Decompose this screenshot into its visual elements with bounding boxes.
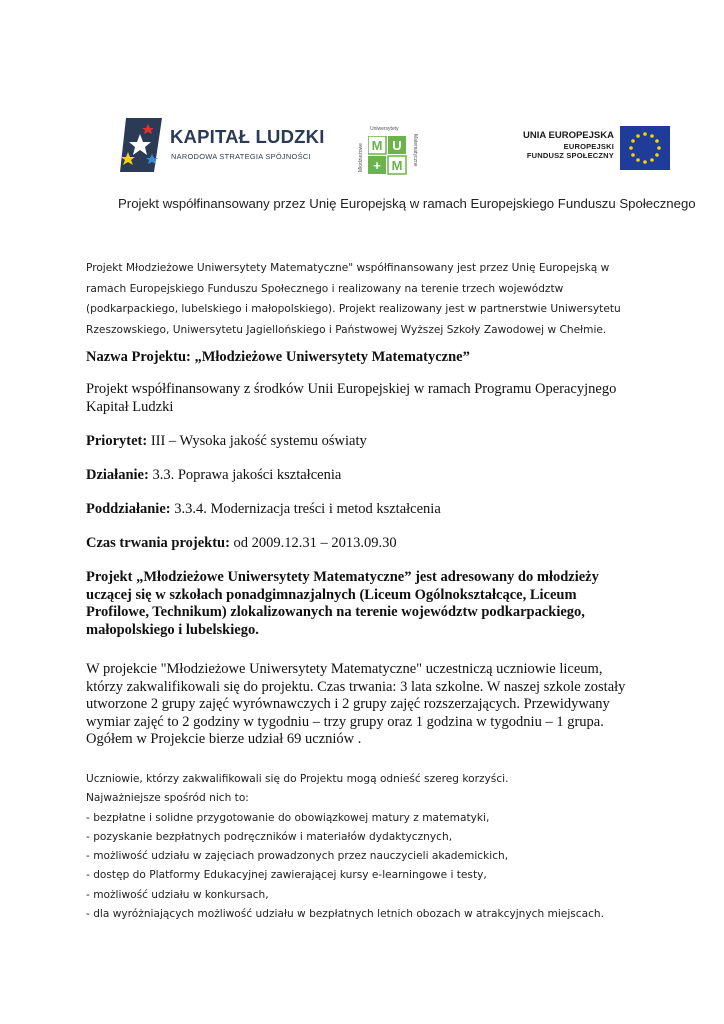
eu-line-union: UNIA EUROPEJSKA: [523, 130, 614, 141]
mum-letters-icon: [368, 136, 408, 176]
benefit-item: - możliwość udziału w zajęciach prowadzonych przez nauczycieli akademickich,: [86, 850, 509, 863]
mum-logo: [356, 122, 422, 182]
program-line-2: Kapitał Ludzki: [86, 399, 174, 415]
eu-logo: [510, 126, 670, 176]
target-paragraph: [86, 569, 599, 639]
benefits-heading: Najważniejsze spośród nich to:: [86, 792, 249, 805]
school-paragraph: [86, 661, 625, 749]
svg-text:M: M: [371, 138, 383, 153]
action-label: Działanie:: [86, 467, 149, 483]
eu-text: [523, 130, 614, 161]
intro-line: Rzeszowskiego, Uniwersytetu Jagiellońskiego i Państwowej Wyższej Szkoły Zawodowej w Chełmie.: [86, 323, 607, 336]
target-line: uczącej się w szkołach ponadgimnazjalnych (Liceum Ogólnokształcące, Liceum: [86, 586, 577, 603]
kapital-ludzki-title: KAPITAŁ LUDZKI: [170, 126, 325, 147]
eu-line-social-fund: FUNDUSZ SPOŁECZNY: [526, 151, 614, 161]
subaction-label: Poddziałanie:: [86, 501, 171, 517]
school-line: wymiar zajęć to 2 godziny w tygodniu – trzy grupy oraz 1 godzina w tygodniu – 1 grupa.: [86, 713, 604, 730]
priority-line: [86, 433, 367, 450]
mum-logo-side-text: Młodzieżowe: [358, 143, 364, 172]
eu-flag-icon: [620, 126, 670, 170]
logo-bar: [0, 112, 724, 182]
school-line: utworzone 2 grupy zajęć wyrównawczych i 2 grupy zajęć rozszerzających. Przewidywany: [86, 696, 610, 712]
subaction-value: 3.3.4. Modernizacja treści i metod kształcenia: [170, 501, 441, 517]
action-line: [86, 467, 341, 484]
benefits-list: [86, 770, 604, 924]
target-line: Projekt „Młodzieżowe Uniwersytety Matematyczne” jest adresowany do młodzieży: [86, 569, 599, 585]
target-line: małopolskiego i lubelskiego.: [86, 621, 259, 638]
program-line-1: Projekt współfinansowany z środków Unii Europejskiej w ramach Programu Operacyjnego: [86, 381, 617, 397]
intro-paragraph: [86, 258, 646, 340]
benefits-intro: Uczniowie, którzy zakwalifikowali się do Projektu mogą odnieść szereg korzyści.: [86, 773, 509, 785]
duration-value: od 2009.12.31 – 2013.09.30: [229, 535, 397, 551]
kapital-ludzki-subtitle: NARODOWA STRATEGIA SPÓJNOŚCI: [171, 152, 311, 161]
kapital-ludzki-emblem-icon: [118, 114, 168, 176]
school-line: Ogółem w Projekcie bierze udział 69 uczniów .: [86, 731, 362, 747]
school-line: którzy zakwalifikowali się do projektu. Czas trwania: 3 lata szkolne. W naszej szkole zostały: [86, 678, 626, 695]
kapital-ludzki-logo: [118, 114, 325, 176]
svg-text:+: +: [373, 158, 381, 173]
cofinancing-line: Projekt współfinansowany przez Unię Europejską w ramach Europejskiego Funduszu Społecznego: [118, 196, 696, 211]
benefit-item: - bezpłatne i solidne przygotowanie do obowiązkowej matury z matematyki,: [86, 811, 490, 824]
mum-logo-right-text: Matematyczne: [412, 134, 418, 167]
project-name: Nazwa Projektu: „Młodzieżowe Uniwersytety Matematyczne”: [86, 349, 470, 365]
benefit-item: - dla wyróżniających możliwość udziału w bezpłatnych letnich obozach w atrakcyjnych miejscach.: [86, 908, 605, 921]
priority-value: III – Wysoka jakość systemu oświaty: [147, 433, 367, 449]
duration-line: [86, 535, 397, 552]
intro-line: (podkarpackiego, lubelskiego i małopolskiego). Projekt realizowany jest w partnerstwie Uniwersytetu: [86, 303, 621, 315]
mum-logo-top-text: Uniwersytety: [370, 126, 399, 132]
action-value: 3.3. Poprawa jakości kształcenia: [148, 467, 342, 483]
svg-text:U: U: [392, 138, 402, 153]
target-line: Profilowe, Technikum) zlokalizowanych na terenie województw podkarpackiego,: [86, 604, 585, 620]
intro-line: Projekt Młodzieżowe Uniwersytety Matematyczne" współfinansowany jest przez Unię Europejską w: [86, 262, 610, 274]
eu-line-european: EUROPEJSKI: [563, 141, 614, 151]
benefit-item: - dostęp do Platformy Edukacyjnej zawierającej kursy e-learningowe i testy,: [86, 869, 487, 882]
benefit-item: - możliwość udziału w konkursach,: [86, 888, 269, 901]
subaction-line: [86, 501, 441, 518]
svg-text:M: M: [391, 158, 403, 173]
benefit-item: - pozyskanie bezpłatnych podręczników i materiałów dydaktycznych,: [86, 830, 453, 843]
duration-label: Czas trwania projektu:: [86, 535, 230, 551]
school-line: W projekcie "Młodzieżowe Uniwersytety Matematyczne" uczestniczą uczniowie liceum,: [86, 661, 603, 677]
intro-line: ramach Europejskiego Funduszu Społecznego i realizowany na terenie trzech województw: [86, 282, 564, 295]
priority-label: Priorytet:: [86, 433, 148, 449]
